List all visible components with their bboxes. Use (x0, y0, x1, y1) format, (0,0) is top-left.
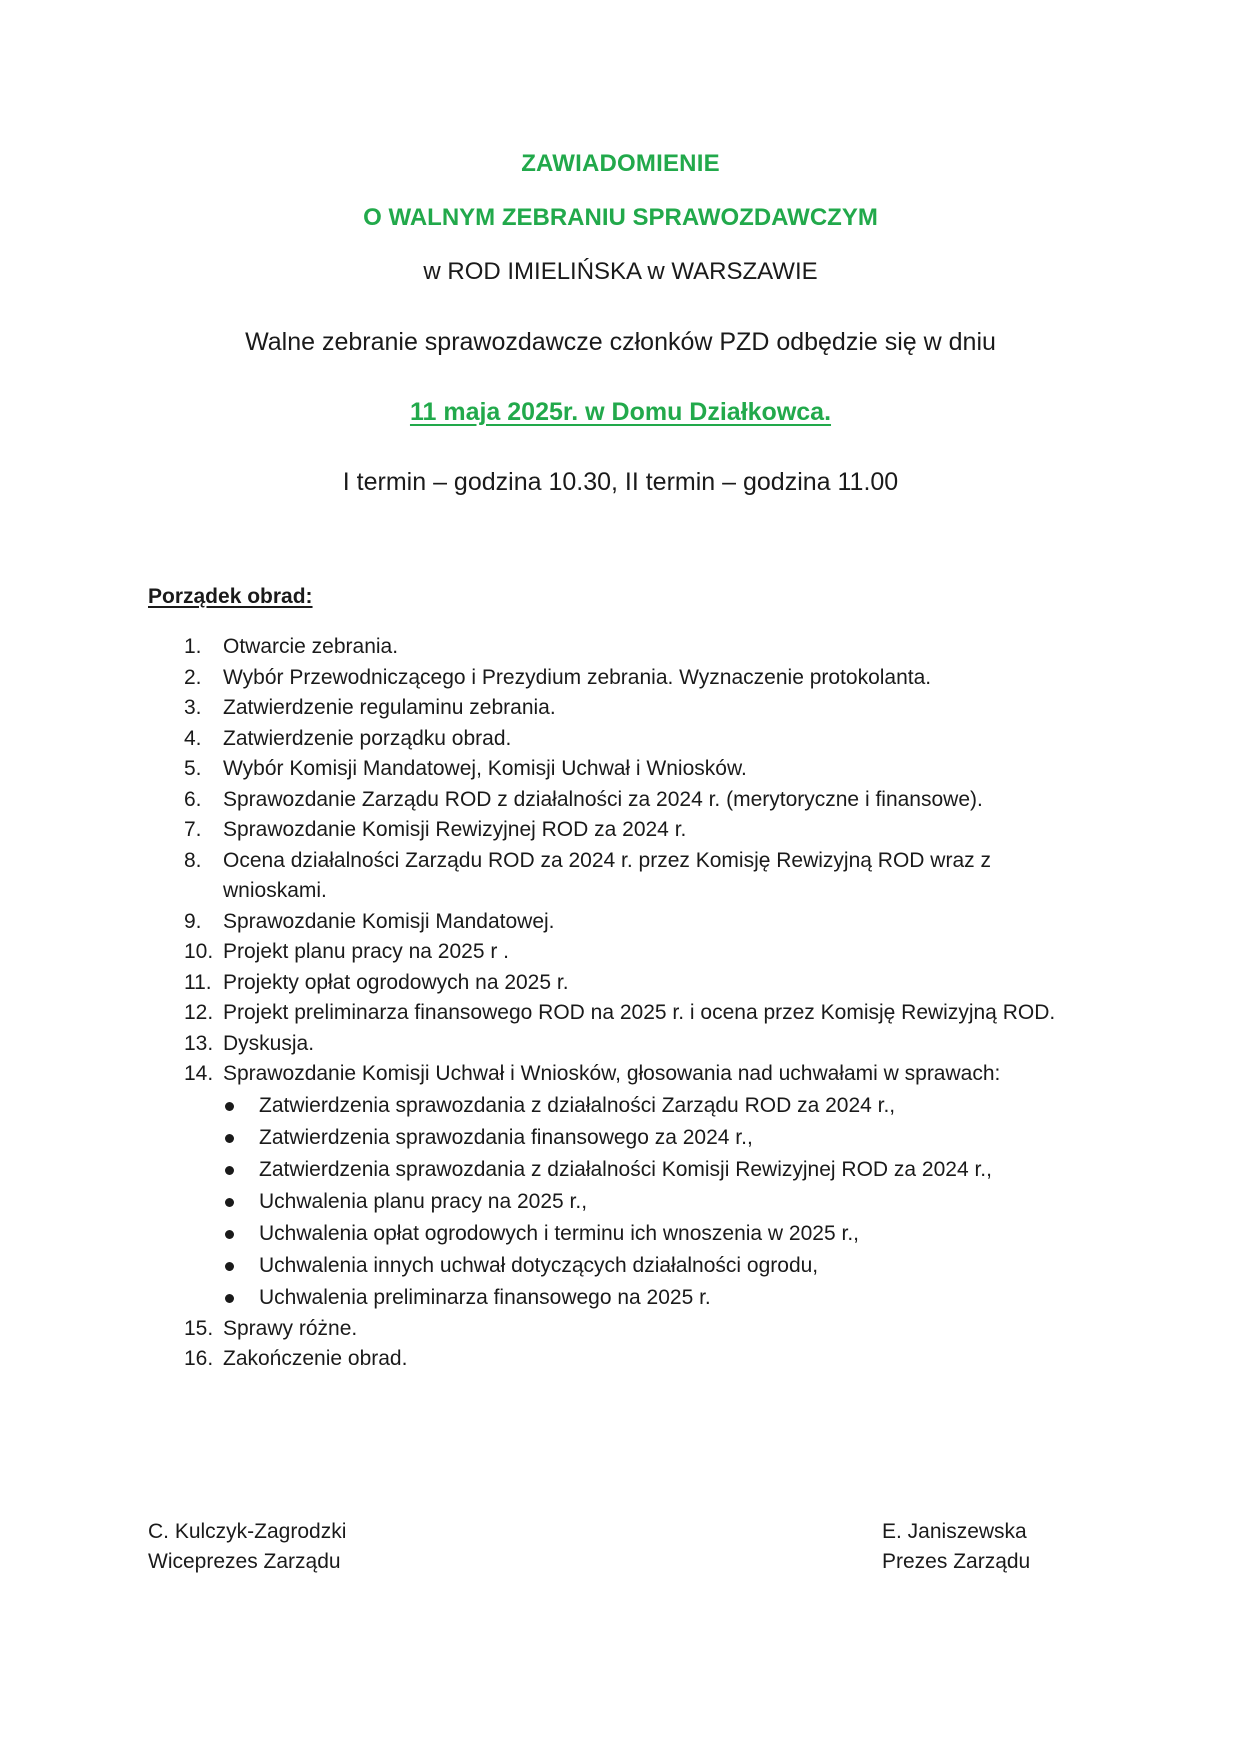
agenda-item-number: 5. (184, 757, 202, 780)
meeting-date: 11 maja 2025r. w Domu Działkowca. (409, 398, 832, 426)
agenda-item-text: Wybór Komisji Mandatowej, Komisji Uchwał i Wniosków. (223, 757, 747, 780)
sublist-item-text: Zatwierdzenia sprawozdania z działalności Zarządu ROD za 2024 r., (259, 1093, 896, 1117)
signature-name: E. Janiszewska (882, 1520, 1027, 1543)
meeting-intro: Walne zebranie sprawozdawcze członków PZD odbędzie się w dniu (245, 328, 996, 356)
agenda-item (148, 724, 1088, 755)
agenda-item (148, 1059, 1088, 1314)
notice-subtitle: O WALNYM ZEBRANIU SPRAWOZDAWCZYM (363, 204, 878, 231)
sublist-item (223, 1122, 1088, 1154)
signature-right (882, 1517, 1030, 1577)
agenda-item-text: Projekt preliminarza finansowego ROD na 2025 r. i ocena przez Komisję Rewizyjną ROD. (223, 1001, 1056, 1024)
sublist-item (223, 1154, 1088, 1186)
agenda-item-number: 4. (184, 726, 202, 750)
agenda-item-text: Wybór Przewodniczącego i Prezydium zebrania. Wyznaczenie protokolanta. (223, 665, 932, 689)
agenda-item-text: Dyskusja. (223, 1031, 315, 1055)
agenda-item (148, 846, 1088, 907)
agenda-item (148, 663, 1088, 694)
agenda-item-number: 7. (184, 818, 202, 841)
notice-title: ZAWIADOMIENIE (521, 150, 720, 177)
sublist-item-text: Uchwalenia planu pracy na 2025 r., (259, 1189, 588, 1213)
agenda-item-number: 12. (184, 1001, 214, 1024)
signature-name: C. Kulczyk-Zagrodzki (148, 1520, 347, 1543)
bullet-icon (225, 1102, 234, 1111)
sublist-item-text: Zatwierdzenia sprawozdania finansowego za 2024 r., (259, 1125, 753, 1149)
agenda-item (148, 998, 1088, 1029)
bullet-icon (225, 1294, 234, 1303)
agenda-item-text: Sprawozdanie Zarządu ROD z działalności za 2024 r. (merytoryczne i finansowe). (223, 787, 983, 811)
agenda-item-number: 3. (184, 696, 202, 719)
agenda-item (148, 632, 1088, 663)
agenda-item (148, 1314, 1088, 1345)
sublist-item (223, 1186, 1088, 1218)
agenda-item-number: 10. (184, 940, 214, 963)
signature-role: Wiceprezes Zarządu (148, 1550, 341, 1573)
sublist-item-text: Uchwalenia opłat ogrodowych i terminu ich wnoszenia w 2025 r., (259, 1221, 859, 1245)
bullet-icon (225, 1230, 234, 1239)
agenda-item-text: Sprawozdanie Komisji Mandatowej. (223, 909, 555, 933)
resolution-sublist (223, 1090, 1088, 1314)
agenda-item (148, 968, 1088, 999)
bullet-icon (225, 1166, 234, 1175)
meeting-terms: I termin – godzina 10.30, II termin – godzina 11.00 (342, 468, 899, 496)
agenda-item-text: Sprawozdanie Komisji Uchwał i Wniosków, głosowania nad uchwałami w sprawach: (223, 1062, 1001, 1085)
signature-role: Prezes Zarządu (882, 1550, 1031, 1573)
agenda-item-text: Sprawy różne. (223, 1316, 358, 1340)
agenda-item-text: Ocena działalności Zarządu ROD za 2024 r. przez Komisję Rewizyjną ROD wraz z wnioskami. (223, 848, 991, 902)
sublist-item-text: Zatwierdzenia sprawozdania z działalności Komisji Rewizyjnej ROD za 2024 r., (259, 1157, 992, 1181)
agenda-item-number: 16. (184, 1347, 214, 1370)
agenda-item-number: 2. (184, 665, 202, 689)
sublist-item-text: Uchwalenia innych uchwał dotyczących działalności ogrodu, (259, 1253, 819, 1277)
agenda-item-text: Zatwierdzenie porządku obrad. (223, 726, 512, 750)
agenda-item-text: Sprawozdanie Komisji Rewizyjnej ROD za 2024 r. (223, 818, 687, 841)
sublist-item (223, 1218, 1088, 1250)
agenda-list (148, 632, 1088, 1375)
agenda-item (148, 1344, 1088, 1375)
signature-left (148, 1517, 346, 1577)
bullet-icon (225, 1134, 234, 1143)
bullet-icon (225, 1262, 234, 1271)
agenda-item (148, 937, 1088, 968)
agenda-item (148, 907, 1088, 938)
bullet-icon (225, 1198, 234, 1207)
agenda-heading: Porządek obrad: (148, 585, 313, 608)
sublist-item (223, 1250, 1088, 1282)
sublist-item (223, 1090, 1088, 1122)
agenda-item-number: 14. (184, 1062, 214, 1085)
agenda-item-text: Projekty opłat ogrodowych na 2025 r. (223, 970, 569, 994)
agenda-item-text: Zatwierdzenie regulaminu zebrania. (223, 696, 556, 719)
agenda-item-number: 11. (184, 970, 212, 994)
agenda-item-number: 1. (184, 635, 202, 658)
agenda-item (148, 785, 1088, 816)
agenda-item-text: Projekt planu pracy na 2025 r . (223, 940, 510, 963)
agenda-item-text: Otwarcie zebrania. (223, 635, 399, 658)
notice-location: w ROD IMIELIŃSKA w WARSZAWIE (423, 258, 818, 285)
agenda-item (148, 815, 1088, 846)
sublist-item (223, 1282, 1088, 1314)
agenda-item (148, 1029, 1088, 1060)
agenda-item-number: 6. (184, 787, 202, 811)
agenda-item-text: Zakończenie obrad. (223, 1347, 408, 1370)
agenda-item-number: 9. (184, 909, 202, 933)
agenda-item (148, 754, 1088, 785)
agenda-item-number: 15. (184, 1316, 214, 1340)
agenda-item-number: 8. (184, 848, 202, 872)
sublist-item-text: Uchwalenia preliminarza finansowego na 2025 r. (259, 1285, 711, 1309)
agenda-item-number: 13. (184, 1031, 214, 1055)
agenda-item (148, 693, 1088, 724)
